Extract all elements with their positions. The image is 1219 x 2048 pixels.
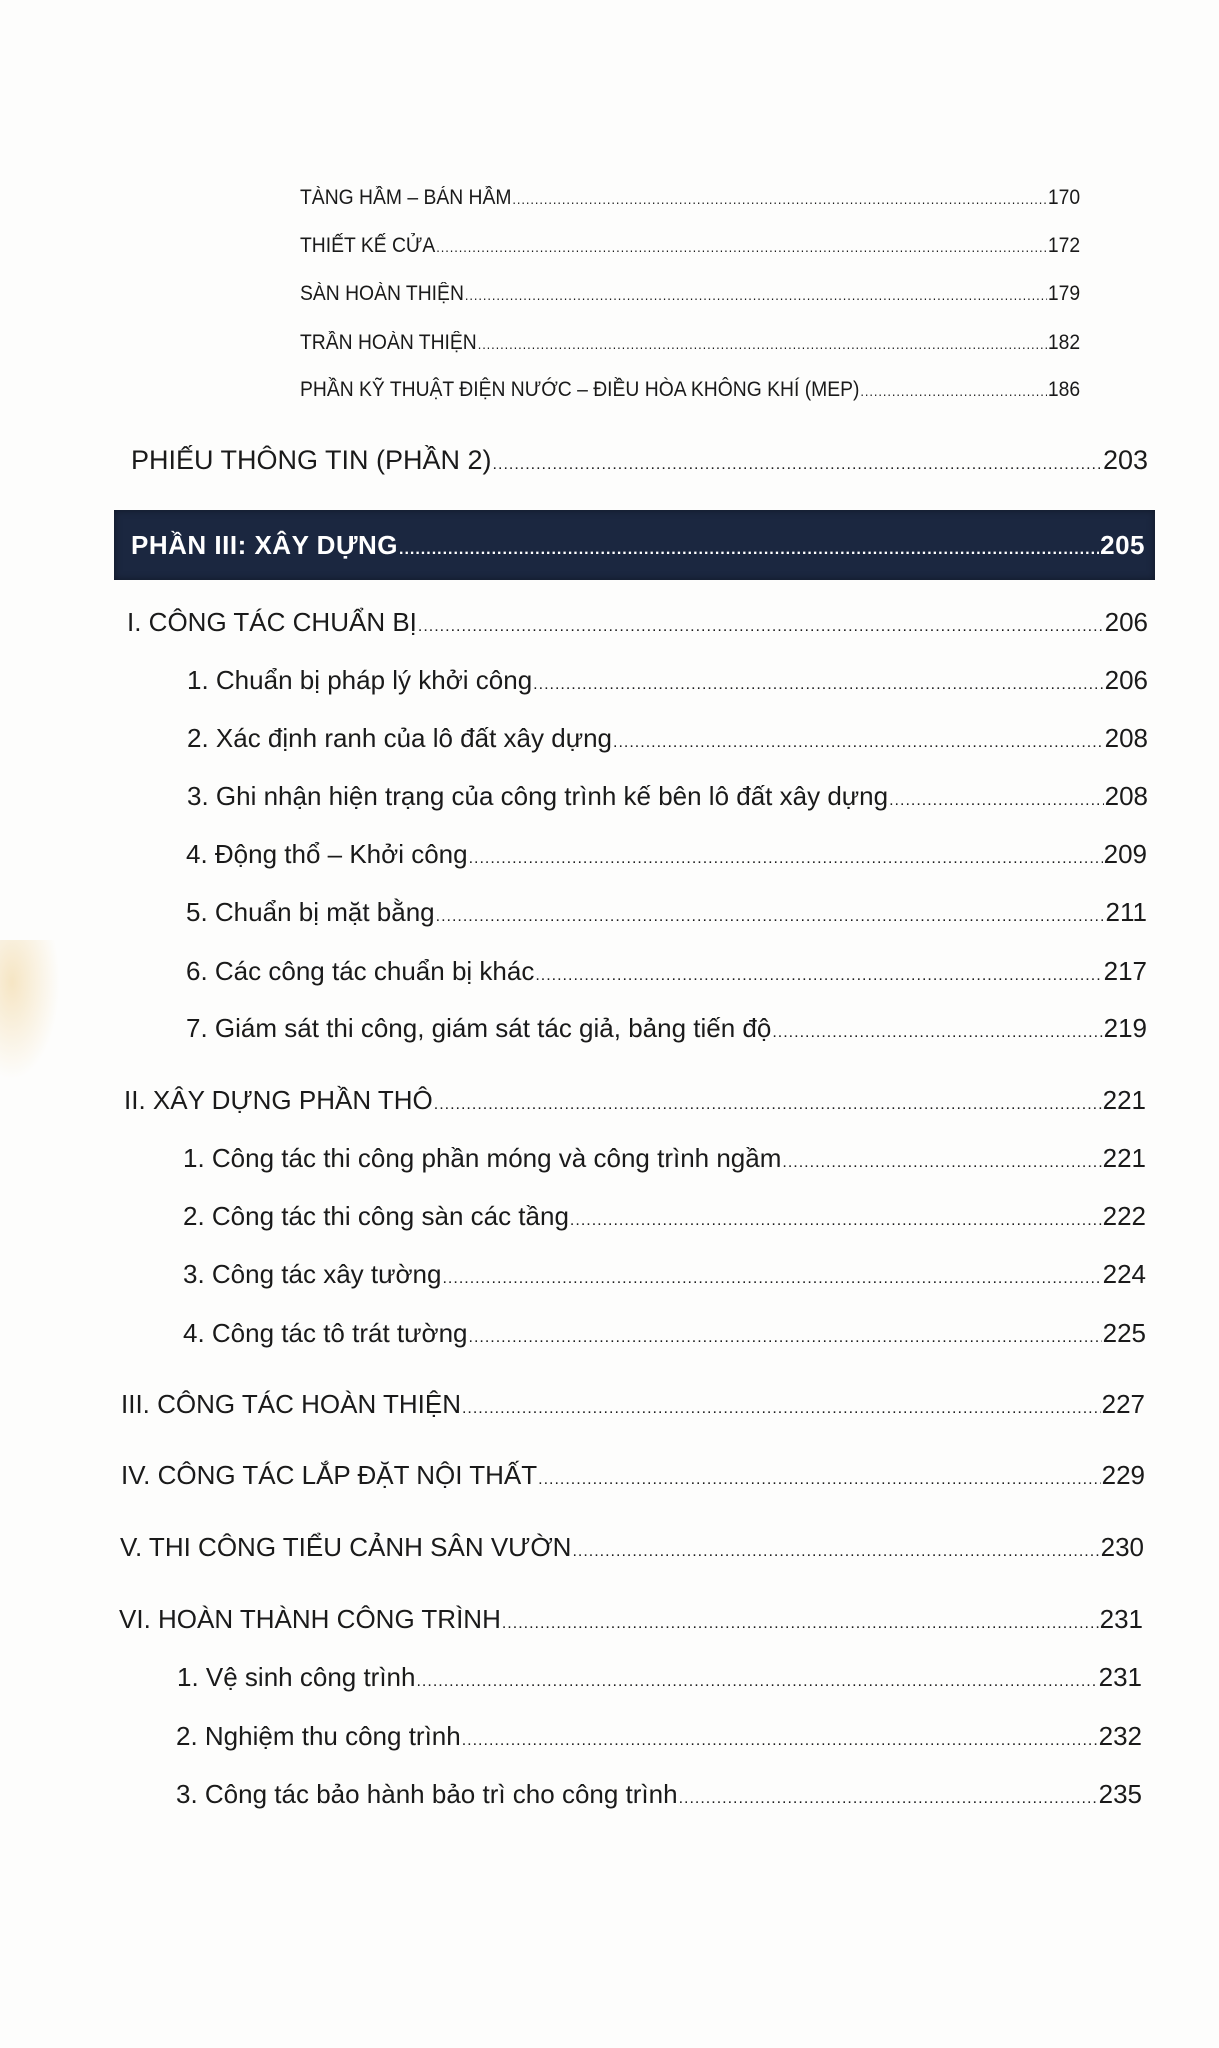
toc-leader-dots — [772, 1024, 1102, 1042]
toc-entry-page: 172 — [1047, 234, 1081, 257]
toc-item-title: 7. Giám sát thi công, giám sát tác giả, bảng tiến độ — [186, 1013, 772, 1043]
toc-section[interactable] — [127, 607, 1148, 638]
toc-section[interactable] — [124, 1085, 1146, 1116]
toc-entry-title: SÀN HOÀN THIỆN — [300, 282, 464, 305]
toc-entry-title: TÀNG HẦM – BÁN HẦM — [300, 186, 512, 209]
toc-item[interactable] — [186, 839, 1147, 870]
toc-item-page: 221 — [1102, 1143, 1146, 1173]
toc-item[interactable] — [183, 1259, 1146, 1290]
toc-leader-dots — [493, 456, 1102, 474]
toc-item[interactable] — [183, 1143, 1146, 1174]
page-stain — [0, 940, 60, 1080]
toc-item-title: 6. Các công tác chuẩn bị khác — [186, 956, 535, 986]
toc-entry[interactable] — [300, 186, 1080, 210]
toc-leader-dots — [860, 383, 1047, 399]
toc-leader-dots — [469, 850, 1103, 868]
toc-entry[interactable] — [300, 234, 1080, 258]
toc-entry-page: 170 — [1047, 186, 1081, 209]
toc-leader-dots — [782, 1154, 1101, 1172]
toc-section-page: 227 — [1101, 1389, 1145, 1419]
toc-section-title: III. CÔNG TÁC HOÀN THIỆN — [121, 1389, 461, 1419]
toc-section-title: IV. CÔNG TÁC LẮP ĐẶT NỘI THẤT — [121, 1460, 538, 1490]
toc-section[interactable] — [120, 1532, 1144, 1563]
toc-leader-dots — [434, 1096, 1102, 1114]
toc-section-page: 221 — [1102, 1085, 1146, 1115]
toc-entry-page: 186 — [1047, 378, 1081, 401]
toc-item-page: 232 — [1098, 1721, 1142, 1751]
toc-entry[interactable] — [300, 331, 1080, 355]
part-title: PHẦN III: XÂY DỰNG — [131, 530, 399, 560]
toc-entry[interactable] — [300, 282, 1080, 306]
toc-entry-part — [131, 530, 1145, 561]
toc-item-title: 2. Xác định ranh của lô đất xây dựng — [187, 723, 613, 753]
toc-item-title: 3. Công tác xây tường — [183, 1259, 442, 1289]
toc-item-page: 231 — [1098, 1662, 1142, 1692]
part-page: 205 — [1100, 530, 1145, 560]
toc-item-page: 225 — [1102, 1318, 1146, 1348]
toc-item-title: 4. Công tác tô trát tường — [183, 1318, 468, 1348]
toc-leader-dots — [465, 287, 1047, 303]
toc-leader-dots — [436, 239, 1047, 255]
toc-item[interactable] — [176, 1721, 1142, 1752]
toc-leader-dots — [462, 1400, 1101, 1418]
toc-leader-dots — [572, 1543, 1099, 1561]
toc-item-page: 222 — [1102, 1201, 1146, 1231]
toc-item-title: 2. Công tác thi công sàn các tầng — [183, 1201, 569, 1231]
toc-item-page: 208 — [1104, 723, 1148, 753]
toc-leader-dots — [533, 676, 1103, 694]
toc-leader-dots — [462, 1732, 1098, 1750]
toc-section-page: 230 — [1100, 1532, 1144, 1562]
toc-leader-dots — [613, 734, 1104, 752]
toc-item[interactable] — [186, 1013, 1147, 1044]
toc-entry-info-sheet[interactable] — [131, 445, 1148, 476]
toc-item[interactable] — [177, 1662, 1142, 1693]
toc-item-page: 219 — [1103, 1013, 1147, 1043]
toc-section-page: 206 — [1104, 607, 1148, 637]
toc-leader-dots — [478, 336, 1047, 352]
toc-leader-dots — [416, 1673, 1097, 1691]
toc-leader-dots — [399, 541, 1099, 559]
toc-leader-dots — [418, 618, 1104, 636]
toc-item-title: 3. Công tác bảo hành bảo trì cho công trình — [176, 1779, 678, 1809]
toc-item-page: 206 — [1104, 665, 1148, 695]
toc-item-page: 235 — [1098, 1779, 1142, 1809]
toc-entry-title: TRẦN HOÀN THIỆN — [300, 331, 477, 354]
toc-item-title: 1. Công tác thi công phần móng và công trình ngầm — [183, 1143, 782, 1173]
toc-item-page: 224 — [1102, 1259, 1146, 1289]
toc-item-page: 217 — [1103, 956, 1147, 986]
toc-section-page: 231 — [1099, 1604, 1143, 1634]
toc-item[interactable] — [187, 723, 1148, 754]
toc-item[interactable] — [187, 665, 1148, 696]
toc-item-title: 5. Chuẩn bị mặt bằng — [186, 897, 435, 927]
toc-entry-title: THIẾT KẾ CỬA — [300, 234, 436, 257]
toc-item[interactable] — [187, 781, 1148, 812]
toc-section-title: I. CÔNG TÁC CHUẨN BỊ — [127, 607, 417, 637]
toc-item[interactable] — [186, 897, 1147, 928]
part-banner[interactable] — [114, 510, 1155, 580]
toc-leader-dots — [889, 792, 1104, 810]
toc-leader-dots — [469, 1329, 1102, 1347]
toc-item-page: 208 — [1104, 781, 1148, 811]
toc-leader-dots — [502, 1615, 1099, 1633]
toc-item[interactable] — [183, 1318, 1146, 1349]
toc-item-title: 1. Vệ sinh công trình — [177, 1662, 416, 1692]
toc-section-title: II. XÂY DỰNG PHẦN THÔ — [124, 1085, 433, 1115]
toc-item[interactable] — [176, 1779, 1142, 1810]
toc-entry-title: PHẦN KỸ THUẬT ĐIỆN NƯỚC – ĐIỀU HÒA KHÔNG KHÍ (MEP) — [300, 378, 860, 401]
toc-entry-page: 203 — [1102, 445, 1148, 475]
toc-leader-dots — [436, 908, 1105, 926]
toc-item-page: 211 — [1105, 897, 1147, 927]
toc-leader-dots — [512, 191, 1047, 207]
toc-entry-page: 182 — [1047, 331, 1081, 354]
toc-section-page: 229 — [1101, 1460, 1145, 1490]
toc-leader-dots — [679, 1790, 1098, 1808]
toc-item-page: 209 — [1103, 839, 1147, 869]
toc-item[interactable] — [186, 956, 1147, 987]
toc-entry-title: PHIẾU THÔNG TIN (PHẦN 2) — [131, 445, 492, 475]
toc-section[interactable] — [121, 1460, 1145, 1491]
toc-leader-dots — [538, 1471, 1100, 1489]
toc-leader-dots — [442, 1270, 1101, 1288]
toc-entry[interactable] — [300, 378, 1080, 402]
toc-item[interactable] — [183, 1201, 1146, 1232]
toc-section-title: VI. HOÀN THÀNH CÔNG TRÌNH — [119, 1604, 501, 1634]
toc-item-title: 4. Động thổ – Khởi công — [186, 839, 468, 869]
toc-leader-dots — [570, 1212, 1102, 1230]
toc-entry-page: 179 — [1047, 282, 1081, 305]
toc-item-title: 1. Chuẩn bị pháp lý khởi công — [187, 665, 533, 695]
toc-item-title: 3. Ghi nhận hiện trạng của công trình kế bên lô đất xây dựng — [187, 781, 889, 811]
toc-section[interactable] — [119, 1604, 1143, 1635]
toc-section[interactable] — [121, 1389, 1145, 1420]
toc-leader-dots — [535, 967, 1102, 985]
toc-item-title: 2. Nghiệm thu công trình — [176, 1721, 461, 1751]
toc-section-title: V. THI CÔNG TIỂU CẢNH SÂN VƯỜN — [120, 1532, 572, 1562]
